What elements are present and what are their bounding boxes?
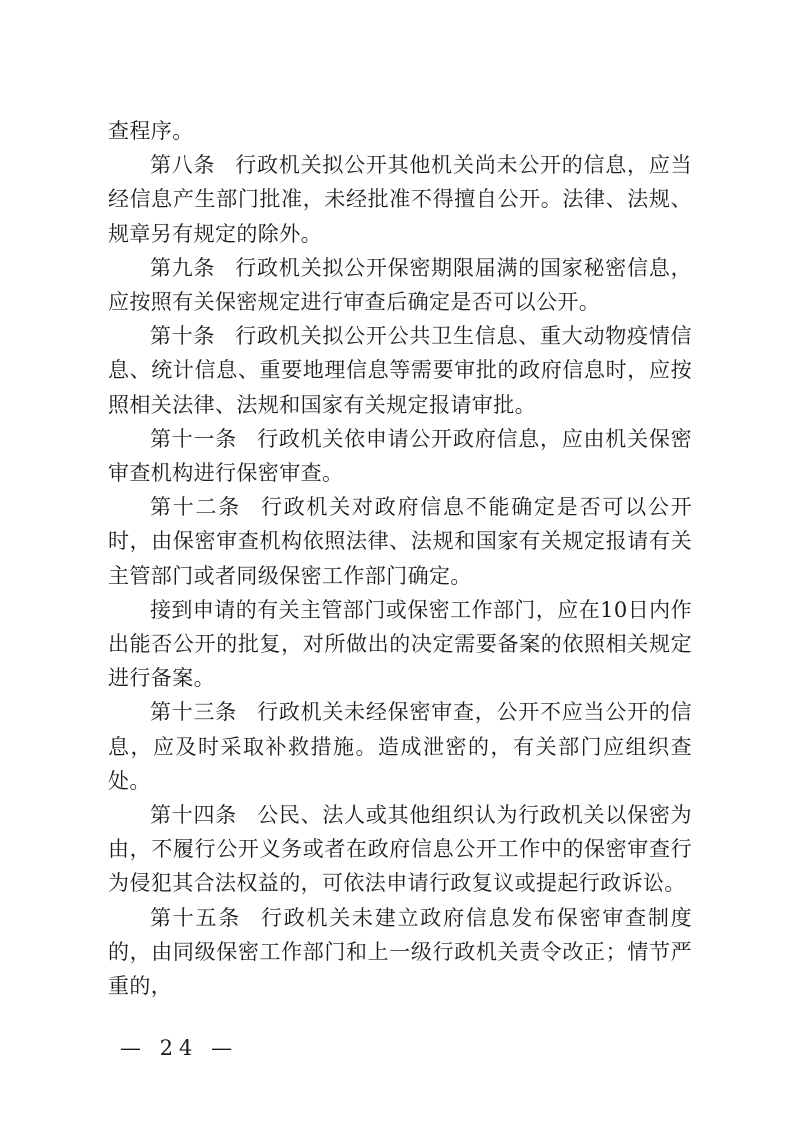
article-text: 行政机关拟公开公共卫生信息、重大动物疫情信息、统计信息、重要地理信息等需要审批的政府信息时，应按照相关法律、法规和国家有关规定报请审批。	[108, 324, 692, 417]
article-10	[108, 319, 692, 422]
article-12	[108, 490, 692, 593]
paragraph-text: 接到申请的有关主管部门或保密工作部门，应在10日内作出能否公开的批复，对所做出的决定需要备案的依照相关规定进行备案。	[108, 597, 692, 691]
article-text: 行政机关拟公开保密期限届满的国家秘密信息，应按照有关保密规定进行审查后确定是否可以公开。	[108, 255, 692, 315]
page-number: — 24 —	[120, 1036, 239, 1060]
article-8	[108, 148, 692, 251]
article-number: 第十二条	[150, 495, 242, 520]
article-number: 第八条	[150, 153, 216, 178]
article-number: 第十四条	[150, 803, 238, 828]
article-12-paragraph-2	[108, 593, 692, 696]
article-number: 第十五条	[150, 905, 242, 930]
paragraph-continuation: 查程序。	[108, 119, 194, 143]
article-number: 第九条	[150, 255, 216, 280]
article-15	[108, 901, 692, 1004]
article-number: 第十条	[150, 324, 216, 349]
article-9	[108, 251, 692, 319]
document-body	[108, 114, 692, 1003]
article-number: 第十一条	[150, 426, 238, 451]
article-11	[108, 422, 692, 490]
article-13	[108, 695, 692, 798]
article-text: 行政机关拟公开其他机关尚未公开的信息，应当经信息产生部门批准，未经批准不得擅自公开。法律、法规、规章另有规定的除外。	[108, 153, 692, 246]
article-text: 行政机关对政府信息不能确定是否可以公开时，由保密审查机构依照法律、法规和国家有关规定报请有关主管部门或者同级保密工作部门确定。	[108, 495, 692, 588]
article-text: 公民、法人或其他组织认为行政机关以保密为由，不履行公开义务或者在政府信息公开工作中的保密审查行为侵犯其合法权益的，可依法申请行政复议或提起行政诉讼。	[108, 803, 692, 896]
article-number: 第十三条	[150, 700, 238, 725]
article-text: 行政机关依申请公开政府信息，应由机关保密审查机构进行保密审查。	[108, 426, 692, 486]
article-text: 行政机关未经保密审查，公开不应当公开的信息，应及时采取补救措施。造成泄密的，有关部门应组织查处。	[108, 700, 692, 793]
article-text: 行政机关未建立政府信息发布保密审查制度的，由同级保密工作部门和上一级行政机关责令改正；情节严重的，	[108, 905, 692, 999]
article-14	[108, 798, 692, 901]
